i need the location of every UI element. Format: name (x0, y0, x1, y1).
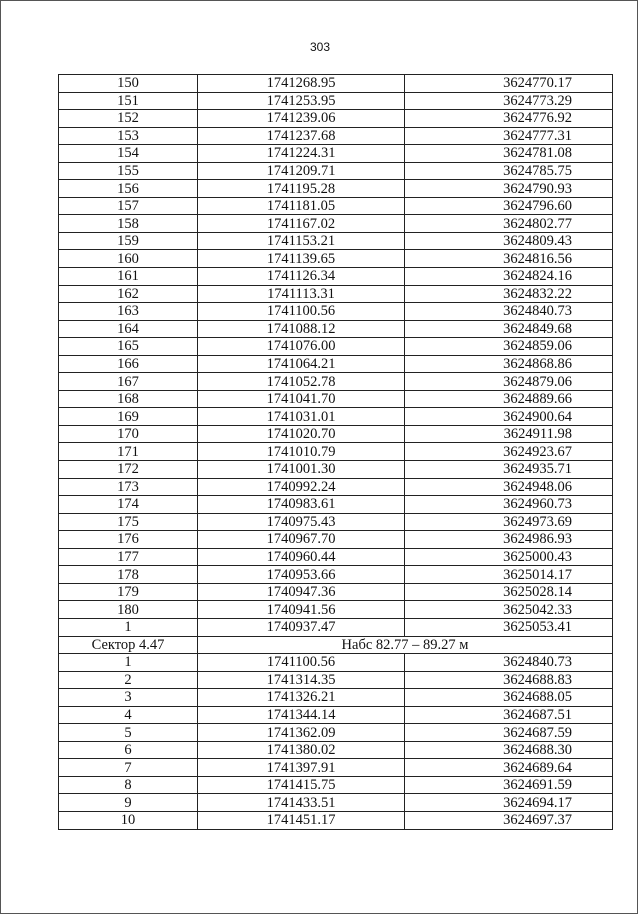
y-coordinate-cell: 3625053.41 (405, 618, 613, 636)
x-coordinate-cell: 1741076.00 (198, 338, 405, 356)
table-row (59, 478, 613, 496)
y-coordinate-cell: 3624948.06 (405, 478, 613, 496)
x-coordinate-cell: 1741195.28 (198, 180, 405, 198)
point-number-cell: 167 (59, 373, 198, 391)
table-row (59, 355, 613, 373)
x-coordinate-cell: 1740960.44 (198, 548, 405, 566)
x-coordinate-cell: 1740953.66 (198, 566, 405, 584)
y-coordinate-cell: 3624785.75 (405, 162, 613, 180)
point-number-cell: 155 (59, 162, 198, 180)
table-row (59, 75, 613, 93)
y-coordinate-cell: 3624770.17 (405, 75, 613, 93)
x-coordinate-cell: 1741224.31 (198, 145, 405, 163)
x-coordinate-cell: 1741113.31 (198, 285, 405, 303)
table-row (59, 689, 613, 707)
point-number-cell: 152 (59, 110, 198, 128)
point-number-cell: 154 (59, 145, 198, 163)
table-row (59, 706, 613, 724)
x-coordinate-cell: 1741314.35 (198, 671, 405, 689)
y-coordinate-cell: 3624935.71 (405, 461, 613, 479)
x-coordinate-cell: 1741052.78 (198, 373, 405, 391)
x-coordinate-cell: 1741433.51 (198, 794, 405, 812)
x-coordinate-cell: 1741344.14 (198, 706, 405, 724)
table-row (59, 618, 613, 636)
y-coordinate-cell: 3625042.33 (405, 601, 613, 619)
y-coordinate-cell: 3624849.68 (405, 320, 613, 338)
point-number-cell: 9 (59, 794, 198, 812)
table-row (59, 654, 613, 672)
point-number-cell: 1 (59, 618, 198, 636)
point-number-cell: 172 (59, 461, 198, 479)
point-number-cell: 6 (59, 741, 198, 759)
y-coordinate-cell: 3624687.59 (405, 724, 613, 742)
x-coordinate-cell: 1740983.61 (198, 496, 405, 514)
point-number-cell: 3 (59, 689, 198, 707)
x-coordinate-cell: 1740941.56 (198, 601, 405, 619)
x-coordinate-cell: 1741268.95 (198, 75, 405, 93)
y-coordinate-cell: 3624688.30 (405, 741, 613, 759)
y-coordinate-cell: 3624694.17 (405, 794, 613, 812)
point-number-cell: 8 (59, 776, 198, 794)
y-coordinate-cell: 3624911.98 (405, 425, 613, 443)
table-row (59, 531, 613, 549)
point-number-cell: 159 (59, 232, 198, 250)
x-coordinate-cell: 1740947.36 (198, 583, 405, 601)
point-number-cell: 179 (59, 583, 198, 601)
table-row (59, 268, 613, 286)
point-number-cell: 166 (59, 355, 198, 373)
x-coordinate-cell: 1741064.21 (198, 355, 405, 373)
point-number-cell: 158 (59, 215, 198, 233)
table-row (59, 338, 613, 356)
point-number-cell: 4 (59, 706, 198, 724)
y-coordinate-cell: 3624960.73 (405, 496, 613, 514)
x-coordinate-cell: 1741010.79 (198, 443, 405, 461)
x-coordinate-cell: 1741362.09 (198, 724, 405, 742)
sector-header-row (59, 636, 613, 654)
table-row (59, 583, 613, 601)
x-coordinate-cell: 1741237.68 (198, 127, 405, 145)
x-coordinate-cell: 1741001.30 (198, 461, 405, 479)
table-row (59, 548, 613, 566)
point-number-cell: 157 (59, 197, 198, 215)
y-coordinate-cell: 3624840.73 (405, 654, 613, 672)
y-coordinate-cell: 3624781.08 (405, 145, 613, 163)
y-coordinate-cell: 3624691.59 (405, 776, 613, 794)
table-row (59, 741, 613, 759)
x-coordinate-cell: 1741326.21 (198, 689, 405, 707)
y-coordinate-cell: 3625028.14 (405, 583, 613, 601)
x-coordinate-cell: 1741100.56 (198, 303, 405, 321)
y-coordinate-cell: 3624802.77 (405, 215, 613, 233)
point-number-cell: 160 (59, 250, 198, 268)
point-number-cell: 150 (59, 75, 198, 93)
x-coordinate-cell: 1741415.75 (198, 776, 405, 794)
table-row (59, 776, 613, 794)
table-row (59, 127, 613, 145)
point-number-cell: 175 (59, 513, 198, 531)
point-number-cell: 163 (59, 303, 198, 321)
x-coordinate-cell: 1741253.95 (198, 92, 405, 110)
point-number-cell: 153 (59, 127, 198, 145)
y-coordinate-cell: 3624689.64 (405, 759, 613, 777)
table-row (59, 250, 613, 268)
table-row (59, 513, 613, 531)
y-coordinate-cell: 3624859.06 (405, 338, 613, 356)
y-coordinate-cell: 3624840.73 (405, 303, 613, 321)
table-row (59, 408, 613, 426)
point-number-cell: 162 (59, 285, 198, 303)
point-number-cell: 164 (59, 320, 198, 338)
point-number-cell: 171 (59, 443, 198, 461)
y-coordinate-cell: 3624986.93 (405, 531, 613, 549)
point-number-cell: 169 (59, 408, 198, 426)
x-coordinate-cell: 1740967.70 (198, 531, 405, 549)
y-coordinate-cell: 3624824.16 (405, 268, 613, 286)
y-coordinate-cell: 3624688.83 (405, 671, 613, 689)
point-number-cell: 174 (59, 496, 198, 514)
y-coordinate-cell: 3625000.43 (405, 548, 613, 566)
x-coordinate-cell: 1741397.91 (198, 759, 405, 777)
y-coordinate-cell: 3624879.06 (405, 373, 613, 391)
x-coordinate-cell: 1741139.65 (198, 250, 405, 268)
x-coordinate-cell: 1740992.24 (198, 478, 405, 496)
table-row (59, 215, 613, 233)
x-coordinate-cell: 1741020.70 (198, 425, 405, 443)
y-coordinate-cell: 3624809.43 (405, 232, 613, 250)
y-coordinate-cell: 3624900.64 (405, 408, 613, 426)
table-row (59, 180, 613, 198)
sector-height-range: Набс 82.77 – 89.27 м (198, 636, 613, 654)
y-coordinate-cell: 3624868.86 (405, 355, 613, 373)
table-row (59, 285, 613, 303)
table-row (59, 425, 613, 443)
x-coordinate-cell: 1741041.70 (198, 390, 405, 408)
table-row (59, 496, 613, 514)
x-coordinate-cell: 1741167.02 (198, 215, 405, 233)
y-coordinate-cell: 3624973.69 (405, 513, 613, 531)
y-coordinate-cell: 3624777.31 (405, 127, 613, 145)
x-coordinate-cell: 1740975.43 (198, 513, 405, 531)
x-coordinate-cell: 1741209.71 (198, 162, 405, 180)
x-coordinate-cell: 1741088.12 (198, 320, 405, 338)
point-number-cell: 165 (59, 338, 198, 356)
x-coordinate-cell: 1741031.01 (198, 408, 405, 426)
point-number-cell: 170 (59, 425, 198, 443)
y-coordinate-cell: 3624790.93 (405, 180, 613, 198)
y-coordinate-cell: 3624688.05 (405, 689, 613, 707)
y-coordinate-cell: 3624889.66 (405, 390, 613, 408)
coordinates-table-body (59, 75, 613, 830)
point-number-cell: 173 (59, 478, 198, 496)
y-coordinate-cell: 3625014.17 (405, 566, 613, 584)
point-number-cell: 180 (59, 601, 198, 619)
table-row (59, 303, 613, 321)
y-coordinate-cell: 3624773.29 (405, 92, 613, 110)
x-coordinate-cell: 1741380.02 (198, 741, 405, 759)
x-coordinate-cell: 1741126.34 (198, 268, 405, 286)
x-coordinate-cell: 1741153.21 (198, 232, 405, 250)
point-number-cell: 161 (59, 268, 198, 286)
table-row (59, 92, 613, 110)
point-number-cell: 7 (59, 759, 198, 777)
y-coordinate-cell: 3624796.60 (405, 197, 613, 215)
point-number-cell: 178 (59, 566, 198, 584)
point-number-cell: 151 (59, 92, 198, 110)
table-row (59, 461, 613, 479)
point-number-cell: 10 (59, 811, 198, 829)
y-coordinate-cell: 3624923.67 (405, 443, 613, 461)
y-coordinate-cell: 3624687.51 (405, 706, 613, 724)
table-row (59, 724, 613, 742)
table-row (59, 110, 613, 128)
table-row (59, 373, 613, 391)
table-row (59, 162, 613, 180)
point-number-cell: 168 (59, 390, 198, 408)
y-coordinate-cell: 3624832.22 (405, 285, 613, 303)
x-coordinate-cell: 1741451.17 (198, 811, 405, 829)
table-row (59, 759, 613, 777)
table-row (59, 390, 613, 408)
y-coordinate-cell: 3624697.37 (405, 811, 613, 829)
x-coordinate-cell: 1741239.06 (198, 110, 405, 128)
x-coordinate-cell: 1741181.05 (198, 197, 405, 215)
table-row (59, 232, 613, 250)
coordinates-table (58, 74, 613, 830)
point-number-cell: 176 (59, 531, 198, 549)
point-number-cell: 2 (59, 671, 198, 689)
point-number-cell: 177 (59, 548, 198, 566)
point-number-cell: 1 (59, 654, 198, 672)
point-number-cell: 156 (59, 180, 198, 198)
table-row (59, 671, 613, 689)
table-row (59, 443, 613, 461)
table-row (59, 197, 613, 215)
sector-label: Сектор 4.47 (59, 636, 198, 654)
table-row (59, 794, 613, 812)
y-coordinate-cell: 3624776.92 (405, 110, 613, 128)
y-coordinate-cell: 3624816.56 (405, 250, 613, 268)
table-row (59, 145, 613, 163)
table-row (59, 320, 613, 338)
x-coordinate-cell: 1740937.47 (198, 618, 405, 636)
page-number: 303 (309, 40, 331, 54)
table-row (59, 811, 613, 829)
table-row (59, 566, 613, 584)
x-coordinate-cell: 1741100.56 (198, 654, 405, 672)
table-row (59, 601, 613, 619)
point-number-cell: 5 (59, 724, 198, 742)
